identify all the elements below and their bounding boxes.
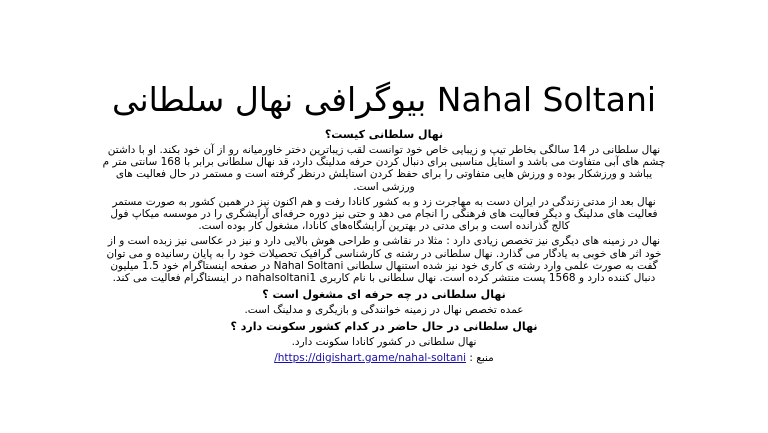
section-heading: نهال سلطانی کیست؟ <box>324 128 444 141</box>
section-heading: نهال سلطانی در چه حرفه ای مشغول است ؟ <box>262 288 506 302</box>
section-heading: نهال سلطانی در حال حاضر در کدام کشور سکونت دارد ؟ <box>230 320 538 334</box>
source-label: منبع : <box>466 351 494 364</box>
paragraph: نهال سلطانی در کشور کانادا سکونت دارد. <box>291 336 477 349</box>
source-line <box>100 352 668 364</box>
page-title: بیوگرافی نهال سلطانی Nahal Soltani <box>111 80 657 119</box>
paragraph: عمده تخصص نهال در زمینه خوانندگی و بازیگری و مدلینگ است. <box>244 304 524 317</box>
paragraph: نهال سلطانی در 14 سالگی بخاطر تیپ و زیبایی خاص خود توانست لقب زیباترین دختر خاورمیانه رو از آن خود بکند. او با داشتن چشم های آبی متفاوت می باشد و استایل مناسبی برای دنبال کردن حرفه مدلینگ دارد، قد نهال سلطانی برابر با 168 سانتی متر م یباشد و ورزشکار بوده و ورزش هایی متفاوتی را برای حفظ کردن استایلش درنظر گرفته است و مستمر در حال فعالیت های ورزشی است. <box>102 144 666 193</box>
source-link[interactable]: https://digishart.game/nahal-soltani/ <box>274 351 467 364</box>
article-body <box>100 125 668 367</box>
paragraph: نهال بعد از مدتی زندگی در ایران دست به مهاجرت زد و به کشور کانادا رفت و هم اکنون نیز در همین کشور به صورت مستمر فعالیت های مدلینگ و دیگر فعالیت های فرهنگی را انجام می دهد و حتی نیز دوره حرفه‌ای آرایشگری را در موسسه میکاپ فول کالج گذرانده است و برای مدتی در بهترین آرایشگاه‌های کانادا، مشغول کار بوده است. <box>110 195 658 233</box>
paragraph: نهال در زمینه های دیگری نیز تخصص زیادی دارد : مثلا در نقاشی و طراحی هوش بالایی دارد و نیز در عکاسی نیز زبده است و از خود اثر های خوبی به یادگار می گذارد. نهال سلطانی در رشته ی کارشناسی گرافیک تحصیلات خود را به پایان رسانیده و می توان گفت به صورت علمی وارد رشته ی کاری خود نیز شده استنهال سلطانی Nahal Soltani در صفحه اینستاگرام خود 1.5 میلیون دنبال کننده دارد و 1568 پست منتشر کرده است. نهال سلطانی با نام کاربری nahalsoltani1 در اینستاگرام فعالیت می کند. <box>106 235 662 285</box>
